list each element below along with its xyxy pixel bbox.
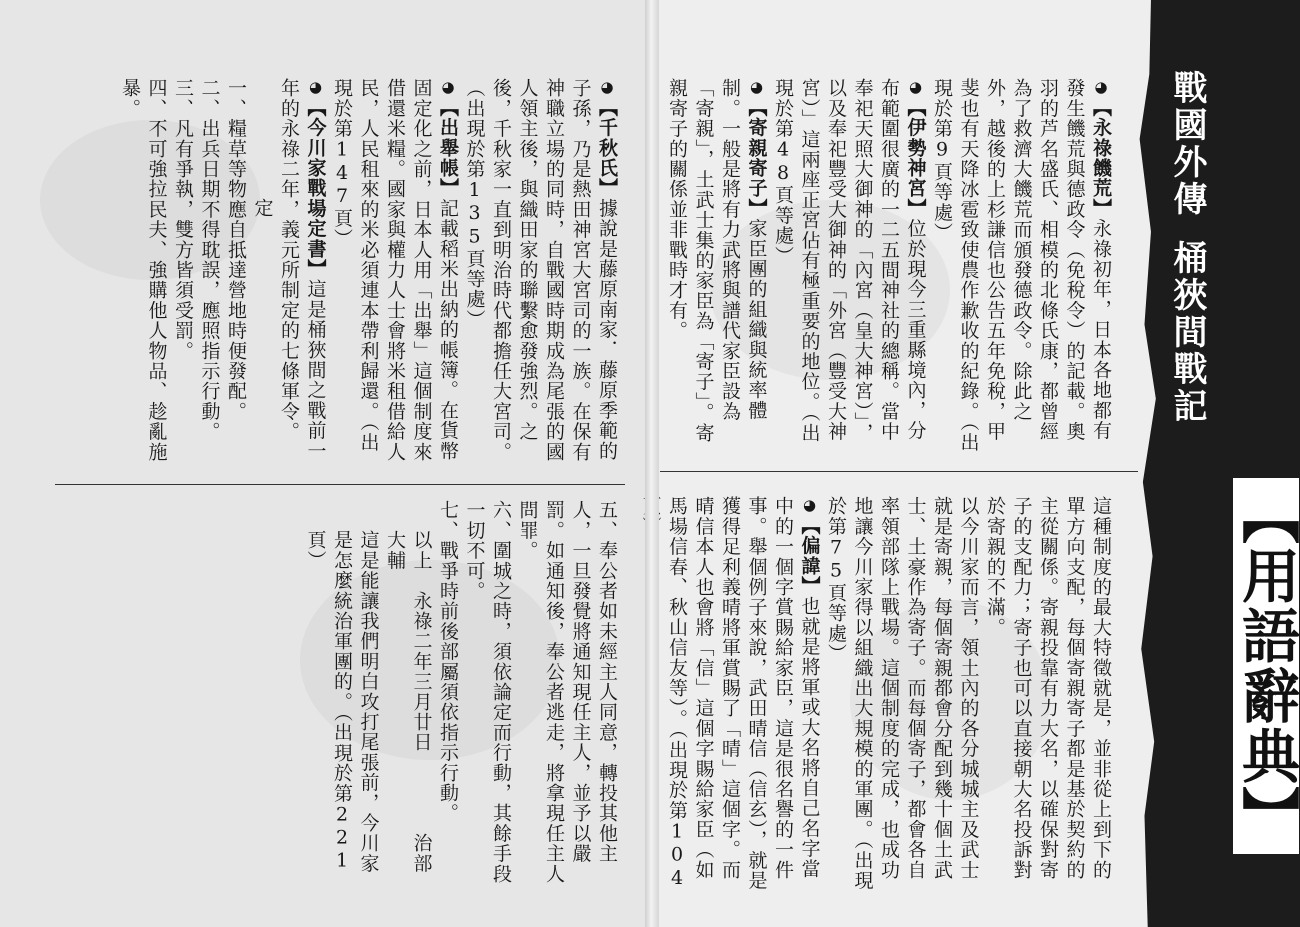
decree-article: 三、凡有爭執，雙方皆須受罰。 xyxy=(172,78,194,361)
term-entry-suiko-cho xyxy=(329,78,462,470)
left-lower-section xyxy=(240,500,620,892)
entry-bullet-icon: ◕ xyxy=(747,78,766,98)
entry-bullet-icon: ◕ xyxy=(800,496,819,516)
right-lower-section xyxy=(666,496,1114,896)
term-entry-yorioya-yoriko xyxy=(664,78,770,458)
term-definition: 記載稻米出納的帳簿。在貨幣固定化之前，日本人用「出舉」這個制度來借還米糧。國家與權力人士會將米租借給人民，人民租來的米必須連本帶利歸還。（出現於第147頁） xyxy=(331,78,459,462)
entry-bullet-icon: ◕ xyxy=(906,78,925,98)
series-title-sub: 桶狹間戰記 xyxy=(1167,240,1207,425)
section-divider xyxy=(55,484,625,485)
series-title-main: 戰國外傳 xyxy=(1167,70,1207,218)
decree-article: 五、奉公者如未經主人同意，轉投其他主人，一旦發覺將通知現任主人，並予以嚴罰。如通知後，奉公者逃走，將拿現任主人問罪。 xyxy=(516,500,618,884)
left-upper-section xyxy=(40,78,620,470)
term-heading: 【寄親寄子】 xyxy=(745,97,768,219)
term-entry-imagawa-decree xyxy=(276,78,329,470)
decree-signature: 以上 永祿二年三月廿日 治部大輔 xyxy=(384,530,433,874)
decree-article: 六、圍城之時，須依論定而行動，其餘手段一切不可。 xyxy=(463,500,512,884)
series-title xyxy=(1167,70,1207,425)
term-heading: 【今川家戰場定書】 xyxy=(304,97,327,280)
dictionary-title: 【用語辭典】 xyxy=(1233,478,1299,854)
term-heading: 【千秋氏】 xyxy=(596,97,618,199)
term-definition: 位於現今三重縣境內，分布範圍很廣的一二五間神社的總稱。當中奉祀天照大御神的「內宮（皇大神宮）」，以及奉祀豐受大御神的「外宮（豐受大神宮）」這兩座正宮佔有極重要的地位。（出現於第48頁等處） xyxy=(772,78,927,443)
term-definition: 這是桶狹間之戰前一年的永祿二年，義元所制定的七條軍令。 xyxy=(278,78,327,461)
term-definition: 據說是藤原南家．藤原季範的子孫，乃是熱田神宮大宮司的一族。在保有神職立場的同時，自戰國時期成為尾張的國人領主後，與織田家的聯繫愈發強烈。之後，千秋家一直到明治時代都擔任大宮司。（出現於第135頁等處） xyxy=(463,78,618,462)
term-heading: 【出舉帳】 xyxy=(437,97,459,199)
book-gutter xyxy=(645,0,659,927)
entry-bullet-icon: ◕ xyxy=(306,78,325,98)
term-continuation xyxy=(982,496,1115,896)
term-continuation xyxy=(823,496,982,896)
term-entry-eiroku-famine xyxy=(929,78,1115,458)
right-upper-section xyxy=(666,78,1114,458)
entry-bullet-icon: ◕ xyxy=(1092,78,1110,98)
term-definition: 以今川家而言，領土內的各分城城主及武士就是寄親，每個寄親都會分配到幾十個土武士、土豪作為寄子。而每個寄子，都會各自率領部隊上戰場。這個制度的完成，也成功地讓今川家得以組織出大規模的軍團。（出現於第75頁等處） xyxy=(825,496,980,891)
term-heading: 【伊勢神宮】 xyxy=(904,97,927,219)
decree-article: 四、不可強拉民夫、強購他人物品、趁亂施暴。 xyxy=(119,78,168,462)
term-definition: 永祿初年，日本各地都有發生饑荒與德政令（免稅令）的記載。奧羽的芦名盛氏、相模的北條氏康，都曾經為了救濟大饑荒而頒發德政令。除此之外，越後的上杉謙信也公告五年免稅，甲斐也有天降冰雹致使農作歉收的紀錄。（出現於第9頁等處） xyxy=(931,78,1112,453)
term-heading: 【永祿饑荒】 xyxy=(1090,97,1112,219)
term-definition: 也就是將軍或大名將自己名字當中的一個字賞賜給家臣，這是很名譽的一件事。舉個例子來說，武田晴信（信玄），就是獲得足利義晴將軍賞賜了「晴」這個字。而晴信本人也會將「信」這個字賜給家臣（如馬場信春、秋山信友等）。（出現於第104 xyxy=(666,496,821,891)
section-divider xyxy=(660,471,1138,472)
decree-title: 定 xyxy=(251,198,274,219)
entry-bullet-icon: ◕ xyxy=(439,78,457,98)
decree-article: 七、戰爭時前後部屬須依指示行動。 xyxy=(437,500,459,824)
term-definition: 這種制度的最大特徵就是，並非從上到下的單方向支配，每個寄親寄子都是基於契約的主從關係。寄親投靠有力大名，以確保對寄子的支配力；寄子也可以直接朝大名投訴對於寄親的不滿。 xyxy=(984,496,1112,880)
closing-remark: 這是能讓我們明白攻打尾張前，今川家是怎麼統治軍團的。（出現於第221頁） xyxy=(304,530,380,874)
entry-bullet-icon: ◕ xyxy=(598,78,616,98)
term-entry-henki xyxy=(637,496,823,896)
decree-article: 二、出兵日期不得耽誤，應照指示行動。 xyxy=(198,78,221,442)
decree-article: 一、糧草等物應自抵達營地時便發配。 xyxy=(225,78,247,422)
term-heading: 【偏諱】 xyxy=(798,515,821,597)
term-definition: 家臣團的組織與統率體制。一般是將有力武將與譜代家臣設為「寄親」，土武士集的家臣為「寄子」。寄親寄子的關係並非戰時才有。 xyxy=(666,78,768,443)
term-entry-senshu xyxy=(461,78,620,470)
term-entry-ise-jingu xyxy=(770,78,929,458)
